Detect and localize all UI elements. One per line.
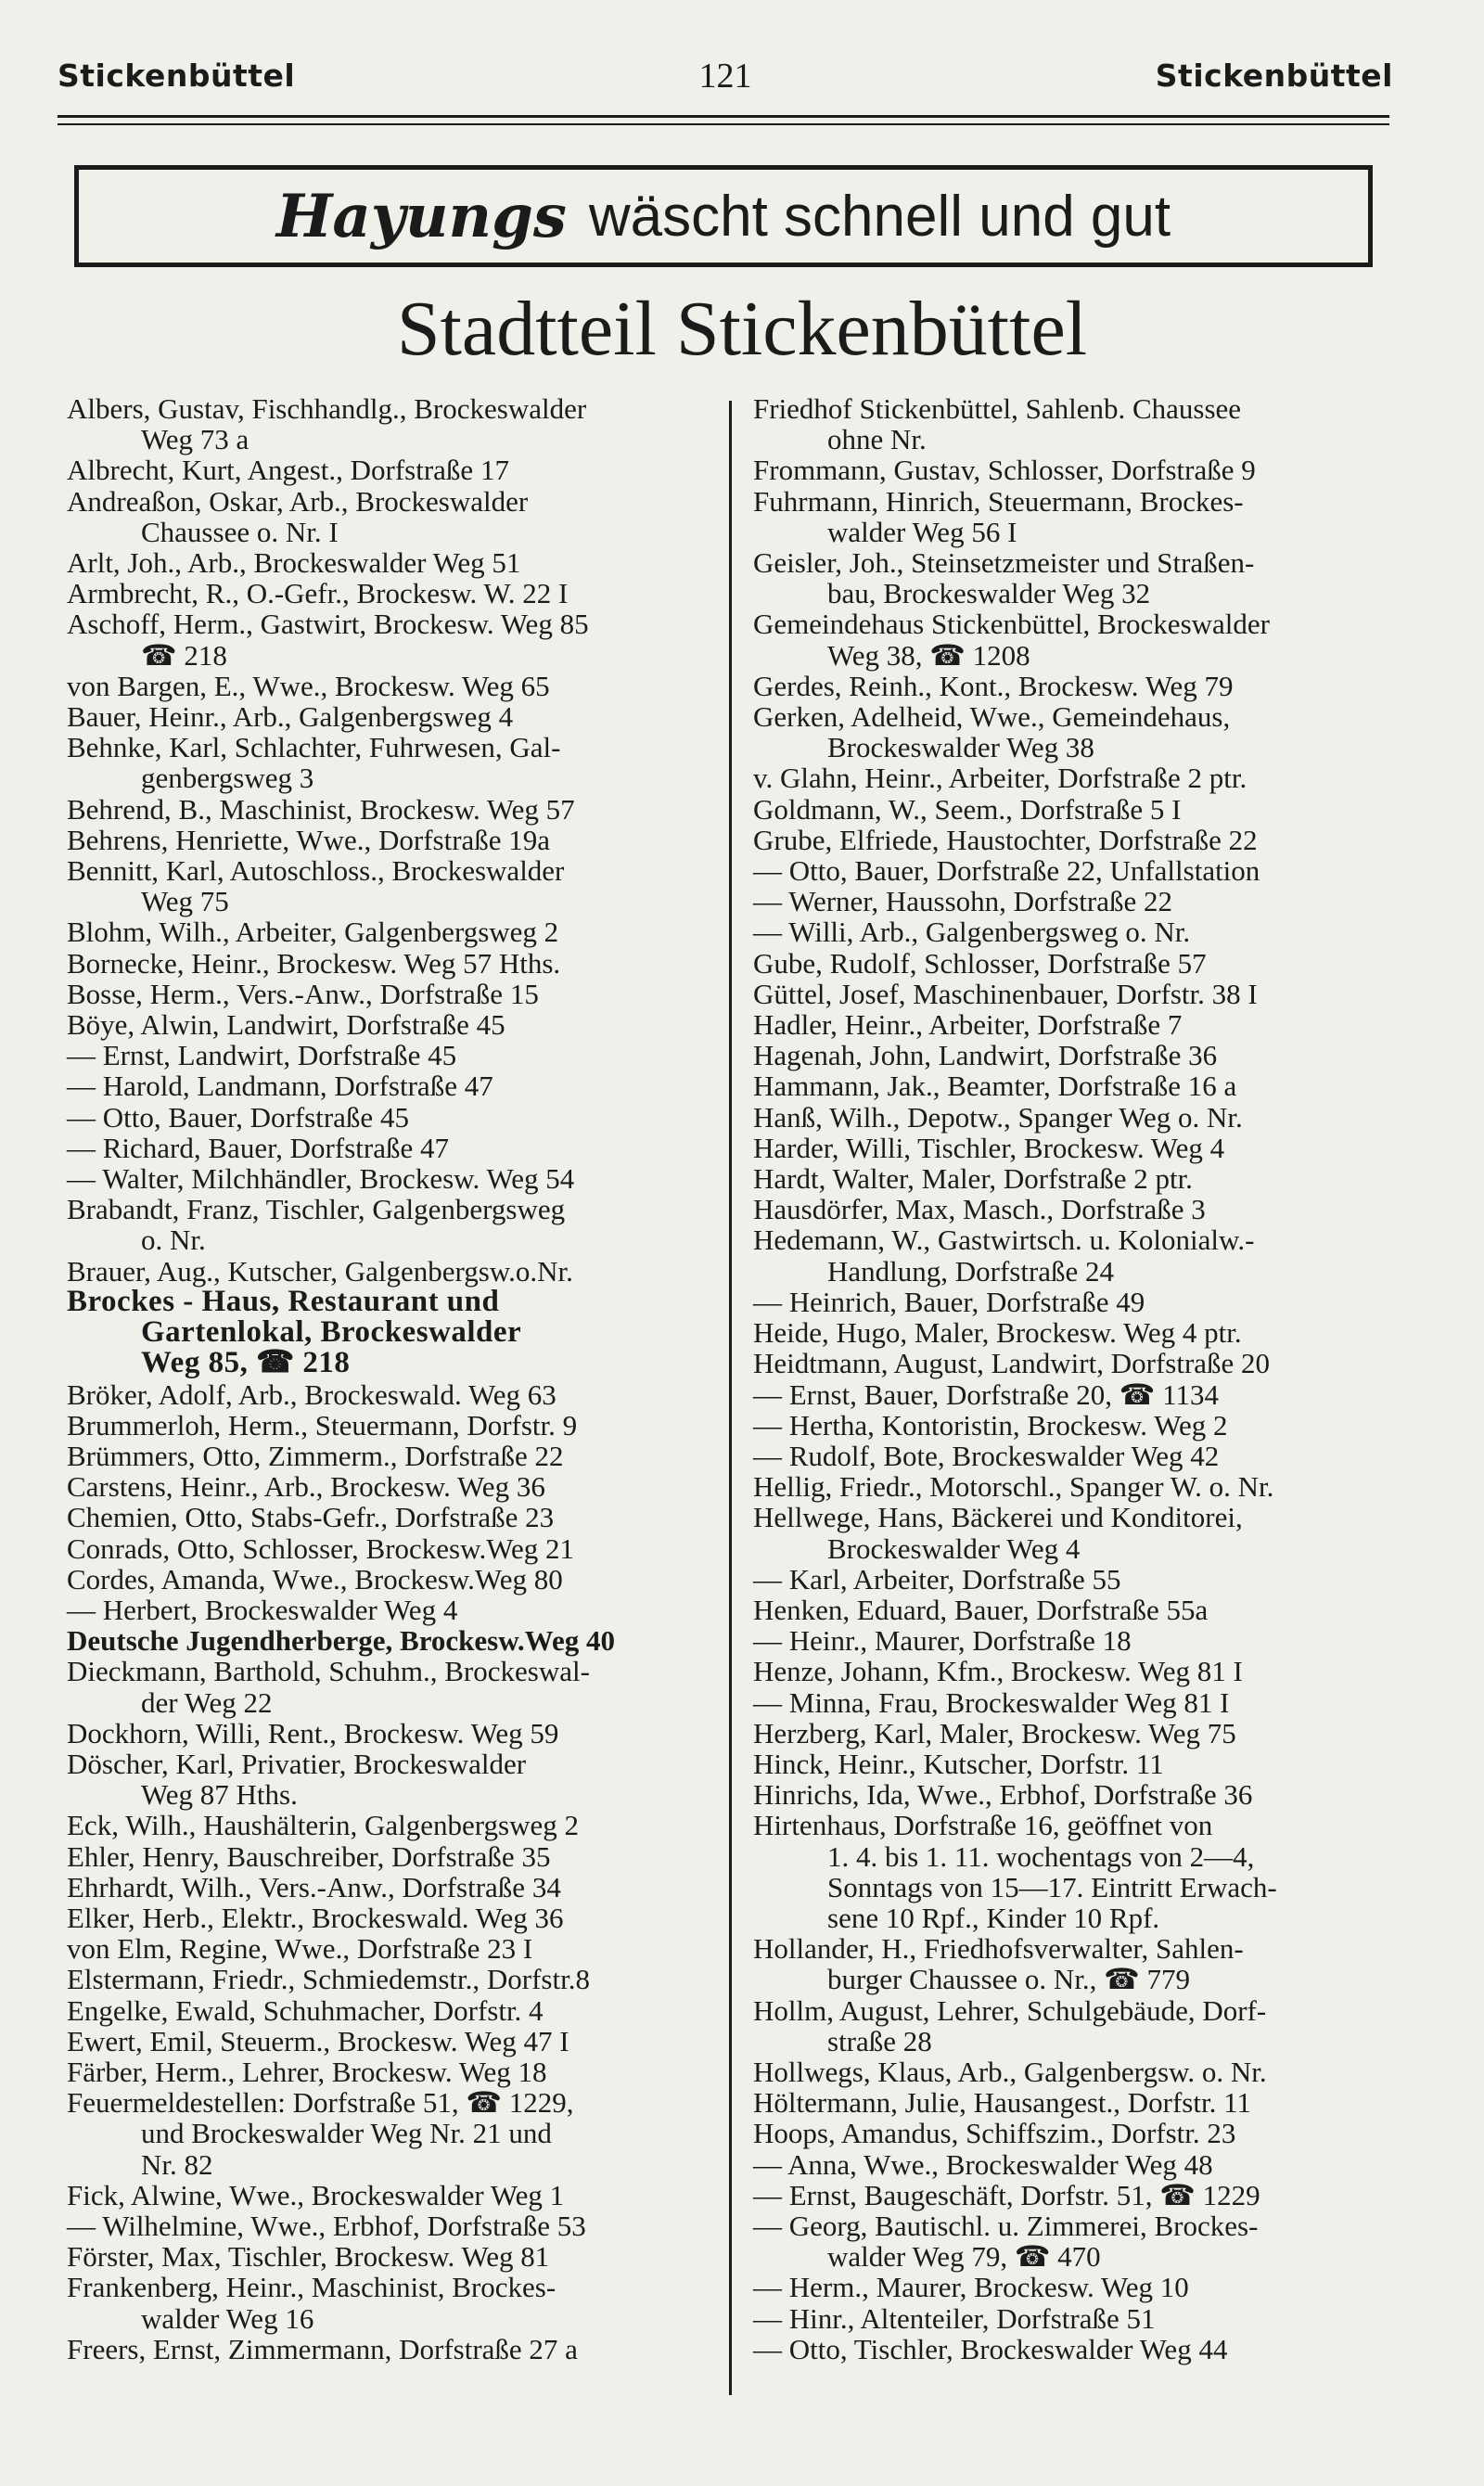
directory-entry [753,1749,1402,1779]
entry-line: — Otto, Bauer, Dorfstraße 45 [67,1100,409,1134]
advertisement-slogan: wäscht schnell und gut [588,184,1171,249]
directory-entry [67,1471,716,1502]
header-rule-bottom [58,123,1389,125]
directory-entry [67,1903,716,1933]
entry-line: Hollander, H., Friedhofsverwalter, Sahlen- [753,1932,1244,1966]
directory-entry [67,2210,716,2241]
directory-entry [67,1379,716,1410]
directory-entry [67,701,716,732]
entry-line: Heide, Hugo, Maler, Brockesw. Weg 4 ptr. [753,1316,1242,1350]
entry-line: Förster, Max, Tischler, Brockesw. Weg 81 [67,2240,550,2274]
directory-entry [753,1194,1402,1224]
directory-entry [753,393,1402,455]
directory-entry [753,1595,1402,1625]
entry-line: — Rudolf, Bote, Brockeswalder Weg 42 [753,1439,1220,1472]
directory-entry [67,609,716,670]
entry-line: Hausdörfer, Max, Masch., Dorfstraße 3 [753,1193,1206,1226]
directory-entry [67,455,716,485]
entry-continuation-line: straße 28 [827,2024,932,2057]
directory-entry [753,1441,1402,1471]
directory-entry [67,732,716,793]
entry-continuation-line: bau, Brockeswalder Weg 32 [827,577,1151,610]
entry-line: Hanß, Wilh., Depotw., Spanger Weg o. Nr. [753,1100,1243,1134]
directory-entry [753,2303,1402,2334]
directory-entry [753,2149,1402,2180]
entry-continuation-line: Nr. 82 [141,2147,213,2181]
entry-line: Bröker, Adolf, Arb., Brockeswald. Weg 63 [67,1378,556,1411]
directory-entry [753,701,1402,762]
directory-entry [753,1502,1402,1563]
directory-entry [67,1749,716,1810]
directory-entry [67,1009,716,1040]
entry-line: — Harold, Landmann, Dorfstraße 47 [67,1070,493,1103]
running-header [58,56,1393,104]
directory-entry [67,794,716,825]
directory-entry [753,948,1402,979]
directory-entry [753,1779,1402,1810]
entry-continuation-line: Weg 87 Hths. [141,1778,298,1812]
entry-line: — Ernst, Landwirt, Dorfstraße 45 [67,1039,457,1072]
directory-entry [753,671,1402,701]
entry-continuation-line: Sonntags von 15—17. Eintritt Erwach- [827,1870,1277,1903]
entry-line: Armbrecht, R., O.-Gefr., Brockesw. W. 22 I [67,577,569,610]
entry-line: — Walter, Milchhändler, Brockesw. Weg 54 [67,1162,575,1196]
header-rule-top [58,115,1389,118]
entry-line: — Ernst, Baugeschäft, Dorfstr. 51, ☎ 1229 [753,2178,1260,2211]
directory-entry [753,886,1402,916]
entry-line: Brockes - Haus, Restaurant und [67,1284,500,1318]
entry-continuation-line: Handlung, Dorfstraße 24 [827,1254,1115,1288]
entry-continuation-line: Brockeswalder Weg 38 [827,731,1094,764]
directory-entry [753,1040,1402,1070]
directory-entry [67,1410,716,1441]
entry-line: Brabandt, Franz, Tischler, Galgenbergsweg [67,1193,566,1226]
entry-line: Bennitt, Karl, Autoschloss., Brockeswalder [67,854,565,888]
directory-entry [753,1379,1402,1410]
directory-entry [753,1102,1402,1133]
directory-entry [753,2118,1402,2148]
directory-entry [67,1964,716,1994]
entry-line: Hellig, Friedr., Motorschl., Spanger W. o. Nr. [753,1470,1274,1504]
entry-line: Bosse, Herm., Vers.-Anw., Dorfstraße 15 [67,977,539,1010]
directory-entry [753,1163,1402,1194]
directory-entry [753,1410,1402,1441]
entry-line: Chemien, Otto, Stabs-Gefr., Dorfstraße 23 [67,1501,555,1534]
directory-entry [753,609,1402,670]
entry-continuation-line: Weg 75 [141,885,229,918]
directory-entry [753,2272,1402,2302]
directory-entry [753,2210,1402,2272]
directory-entry [753,1564,1402,1595]
entry-continuation-line: und Brockeswalder Weg Nr. 21 und [141,2117,552,2150]
entry-continuation-line: walder Weg 16 [141,2301,314,2335]
entry-line: Bornecke, Heinr., Brockesw. Weg 57 Hths. [67,946,561,980]
entry-line: Elker, Herb., Elektr., Brockeswald. Weg 36 [67,1901,564,1934]
advertisement-box [74,165,1373,267]
entry-line: Herzberg, Karl, Maler, Brockesw. Weg 75 [753,1716,1236,1749]
directory-entry [753,855,1402,886]
header-left-title: Stickenbüttel [58,58,296,94]
directory-entry [753,1070,1402,1101]
entry-line: — Willi, Arb., Galgenbergsweg o. Nr. [753,916,1191,949]
entry-line: Friedhof Stickenbüttel, Sahlenb. Chaussee [753,392,1242,425]
directory-entry [67,486,716,547]
entry-line: Bauer, Heinr., Arb., Galgenbergsweg 4 [67,700,514,734]
entry-line: Hardt, Walter, Maler, Dorfstraße 2 ptr. [753,1162,1193,1196]
entry-line: Dockhorn, Willi, Rent., Brockesw. Weg 59 [67,1716,559,1749]
entry-continuation-line: ☎ 218 [141,638,227,672]
entry-line: Albers, Gustav, Fischhandlg., Brockeswalder [67,392,587,425]
directory-entry [67,1441,716,1471]
directory-entry [67,1133,716,1163]
column-divider [729,401,732,2395]
directory-entry [67,1102,716,1133]
directory-entry [753,1687,1402,1718]
directory-entry [67,2272,716,2333]
entry-line: Cordes, Amanda, Wwe., Brockesw.Weg 80 [67,1562,563,1595]
entry-line: Hagenah, John, Landwirt, Dorfstraße 36 [753,1039,1218,1072]
entry-line: Geisler, Joh., Steinsetzmeister und Straßen- [753,546,1255,580]
header-right-title: Stickenbüttel [1155,58,1393,94]
directory-entry [67,1256,716,1287]
advertisement-brand: Hayungs [275,181,567,251]
page-number: 121 [698,57,752,96]
entry-line: — Heinr., Maurer, Dorfstraße 18 [753,1624,1132,1658]
directory-entry [67,1070,716,1101]
directory-entry [67,1163,716,1194]
directory-entry [753,2057,1402,2087]
page-title: Stadtteil Stickenbüttel [396,286,1088,372]
entry-line: Heidtmann, August, Landwirt, Dorfstraße 20 [753,1347,1271,1380]
directory-entry [67,671,716,701]
entry-line: Gemeindehaus Stickenbüttel, Brockeswalder [753,608,1270,641]
directory-entry [753,1009,1402,1040]
directory-entry [753,486,1402,547]
entry-line: Döscher, Karl, Privatier, Brockeswalder [67,1747,527,1780]
entry-line: Arlt, Joh., Arb., Brockeswalder Weg 51 [67,546,521,580]
directory-entry [67,578,716,609]
directory-entry [753,2334,1402,2364]
directory-entry [753,1625,1402,1656]
entry-line: Ehler, Henry, Bauschreiber, Dorfstraße 35 [67,1839,551,1873]
directory-entry [753,979,1402,1009]
entry-continuation-line: burger Chaussee o. Nr., ☎ 779 [827,1963,1191,1996]
entry-line: Carstens, Heinr., Arb., Brockesw. Weg 36 [67,1470,545,1504]
entry-continuation-line: Chaussee o. Nr. I [141,515,339,548]
directory-entry [67,916,716,947]
entry-line: — Georg, Bautischl. u. Zimmerei, Brockes- [753,2209,1259,2242]
directory-entry [67,1810,716,1840]
entry-line: von Bargen, E., Wwe., Brockesw. Weg 65 [67,669,550,702]
directory-entry [753,1810,1402,1933]
entry-line: — Richard, Bauer, Dorfstraße 47 [67,1131,449,1164]
entry-line: Feuermeldestellen: Dorfstraße 51, ☎ 1229, [67,2086,574,2120]
entry-line: Hellwege, Hans, Bäckerei und Konditorei, [753,1501,1243,1534]
directory-entry [67,547,716,578]
entry-line: — Werner, Haussohn, Dorfstraße 22 [753,885,1172,918]
directory-entry [67,2087,716,2180]
entry-line: Hinrichs, Ida, Wwe., Erbhof, Dorfstraße 36 [753,1778,1253,1812]
entry-line: — Minna, Frau, Brockeswalder Weg 81 I [753,1685,1230,1719]
entry-line: — Hinr., Altenteiler, Dorfstraße 51 [753,2301,1156,2335]
entry-line: Behnke, Karl, Schlachter, Fuhrwesen, Gal- [67,731,561,764]
entry-line: Hollm, August, Lehrer, Schulgebäude, Dorf- [753,1993,1267,2027]
directory-entry [753,547,1402,609]
directory-entry [67,1284,716,1380]
entry-line: — Karl, Arbeiter, Dorfstraße 55 [753,1562,1121,1595]
directory-entry [67,2057,716,2087]
entry-line: Dieckmann, Barthold, Schuhm., Brockeswal- [67,1655,590,1688]
entry-line: Höltermann, Julie, Hausangest., Dorfstr. 11 [753,2086,1251,2120]
entry-continuation-line: 1. 4. bis 1. 11. wochentags von 2—4, [827,1839,1255,1873]
entry-line: Freers, Ernst, Zimmermann, Dorfstraße 27 a [67,2332,578,2365]
entry-continuation-line: Weg 85, ☎ 218 [141,1346,351,1380]
directory-entry [67,825,716,855]
entry-line: von Elm, Regine, Wwe., Dorfstraße 23 I [67,1932,533,1966]
entry-line: Grube, Elfriede, Haustochter, Dorfstraße 22 [753,823,1258,856]
directory-entry [753,762,1402,793]
entry-continuation-line: sene 10 Rpf., Kinder 10 Rpf. [827,1901,1160,1934]
directory-entry [67,2026,716,2057]
entry-continuation-line: ohne Nr. [827,423,927,456]
entry-line: Engelke, Ewald, Schuhmacher, Dorfstr. 4 [67,1993,544,2027]
entry-continuation-line: genbergsweg 3 [141,762,314,795]
directory-entry [753,1471,1402,1502]
entry-line: Frommann, Gustav, Schlosser, Dorfstraße 9 [753,454,1256,487]
directory-entry [67,948,716,979]
entry-continuation-line: o. Nr. [141,1224,206,1257]
entry-line: — Herm., Maurer, Brockesw. Weg 10 [753,2271,1189,2304]
entry-line: Albrecht, Kurt, Angest., Dorfstraße 17 [67,454,509,487]
directory-entry [753,1995,1402,2057]
directory-entry [67,1040,716,1070]
entry-line: Blohm, Wilh., Arbeiter, Galgenbergsweg 2 [67,916,559,949]
directory-entry [67,1595,716,1625]
entry-line: Brummerloh, Herm., Steuermann, Dorfstr. 9 [67,1408,578,1442]
entry-line: Hollwegs, Klaus, Arb., Galgenbergsw. o. Nr. [753,2055,1267,2088]
entry-line: — Herbert, Brockeswalder Weg 4 [67,1593,458,1626]
directory-entry [67,855,716,916]
directory-entry [753,455,1402,485]
directory-entry [753,794,1402,825]
entry-continuation-line: walder Weg 56 I [827,515,1017,548]
entry-line: Gube, Rudolf, Schlosser, Dorfstraße 57 [753,946,1207,980]
entry-line: — Wilhelmine, Wwe., Erbhof, Dorfstraße 53 [67,2209,586,2242]
directory-entry [67,1533,716,1564]
entry-line: Elstermann, Friedr., Schmiedemstr., Dorfstr.8 [67,1963,590,1996]
entry-line: Hirtenhaus, Dorfstraße 16, geöffnet von [753,1809,1213,1842]
directory-entry [67,1625,716,1656]
entry-line: Goldmann, W., Seem., Dorfstraße 5 I [753,792,1182,826]
entry-line: — Anna, Wwe., Brockeswalder Weg 48 [753,2147,1213,2181]
entry-line: Güttel, Josef, Maschinenbauer, Dorfstr. 38 I [753,977,1258,1010]
entry-line: Harder, Willi, Tischler, Brockesw. Weg 4 [753,1131,1225,1164]
entry-line: Aschoff, Herm., Gastwirt, Brockesw. Weg 85 [67,608,589,641]
directory-entry [67,1995,716,2026]
directory-entry [67,1933,716,1964]
entry-line: Henken, Eduard, Bauer, Dorfstraße 55a [753,1593,1209,1626]
entry-line: Hadler, Heinr., Arbeiter, Dorfstraße 7 [753,1008,1183,1042]
directory-entry [753,1133,1402,1163]
entry-line: Färber, Herm., Lehrer, Brockesw. Weg 18 [67,2055,547,2088]
entry-line: Hedemann, W., Gastwirtsch. u. Kolonialw.- [753,1224,1255,1257]
entry-line: Ehrhardt, Wilh., Vers.-Anw., Dorfstraße 34 [67,1870,561,1903]
entry-continuation-line: der Weg 22 [141,1685,273,1719]
directory-entry [753,1348,1402,1378]
directory-entry [753,2087,1402,2118]
directory-entry [67,1502,716,1532]
entry-line: Brümmers, Otto, Zimmerm., Dorfstraße 22 [67,1439,564,1472]
directory-entry [67,1656,716,1717]
entry-line: Gerken, Adelheid, Wwe., Gemeindehaus, [753,700,1231,734]
directory-column-right [753,393,1402,2364]
entry-line: Behrens, Henriette, Wwe., Dorfstraße 19a [67,823,551,856]
directory-entry [67,2180,716,2210]
directory-entry [67,2241,716,2272]
entry-line: Hinck, Heinr., Kutscher, Dorfstr. 11 [753,1747,1164,1780]
entry-line: Hammann, Jak., Beamter, Dorfstraße 16 a [753,1070,1237,1103]
entry-continuation-line: Weg 73 a [141,423,249,456]
entry-line: Behrend, B., Maschinist, Brockesw. Weg 57 [67,792,575,826]
entry-continuation-line: Gartenlokal, Brockeswalder [141,1315,522,1350]
directory-entry [753,1656,1402,1686]
entry-line: — Otto, Bauer, Dorfstraße 22, Unfallstation [753,854,1260,888]
entry-line: Gerdes, Reinh., Kont., Brockesw. Weg 79 [753,669,1234,702]
directory-entry [67,1194,716,1255]
directory-entry [753,1718,1402,1749]
directory-entry [753,1317,1402,1348]
directory-column-left [67,393,716,2364]
directory-entry [67,979,716,1009]
entry-line: Hoops, Amandus, Schiffszim., Dorfstr. 23 [753,2117,1236,2150]
directory-entry [753,825,1402,855]
entry-line: Ewert, Emil, Steuerm., Brockesw. Weg 47 I [67,2024,569,2057]
directory-entry [67,1564,716,1595]
directory-entry [67,1872,716,1903]
directory-entry [67,393,716,455]
entry-line: Böye, Alwin, Landwirt, Dorfstraße 45 [67,1008,505,1042]
entry-line: Fuhrmann, Hinrich, Steuermann, Brockes- [753,484,1244,518]
directory-entry [67,2334,716,2364]
directory-entry [67,1841,716,1872]
entry-line: — Hertha, Kontoristin, Brockesw. Weg 2 [753,1408,1228,1442]
directory-entry [753,1933,1402,1994]
directory-entry [67,1718,716,1749]
entry-line: v. Glahn, Heinr., Arbeiter, Dorfstraße 2 ptr. [753,762,1247,795]
entry-line: Frankenberg, Heinr., Maschinist, Brockes- [67,2271,556,2304]
entry-continuation-line: walder Weg 79, ☎ 470 [827,2240,1101,2274]
entry-line: — Otto, Tischler, Brockeswalder Weg 44 [753,2332,1228,2365]
entry-continuation-line: Weg 38, ☎ 1208 [827,638,1030,672]
entry-line: Deutsche Jugendherberge, Brockesw.Weg 40 [67,1624,615,1658]
directory-entry [753,2180,1402,2210]
directory-entry [753,1287,1402,1317]
directory-entry [753,1224,1402,1286]
entry-continuation-line: Brockeswalder Weg 4 [827,1531,1081,1565]
entry-line: Fick, Alwine, Wwe., Brockeswalder Weg 1 [67,2178,565,2211]
entry-line: Conrads, Otto, Schlosser, Brockesw.Weg 21 [67,1531,575,1565]
entry-line: — Heinrich, Bauer, Dorfstraße 49 [753,1285,1145,1318]
entry-line: Eck, Wilh., Haushälterin, Galgenbergsweg 2 [67,1809,580,1842]
entry-line: — Ernst, Bauer, Dorfstraße 20, ☎ 1134 [753,1378,1219,1411]
directory-entry [753,916,1402,947]
entry-line: Brauer, Aug., Kutscher, Galgenbergsw.o.Nr. [67,1254,573,1288]
entry-line: Henze, Johann, Kfm., Brockesw. Weg 81 I [753,1655,1243,1688]
entry-line: Andreaßon, Oskar, Arb., Brockeswalder [67,484,529,518]
